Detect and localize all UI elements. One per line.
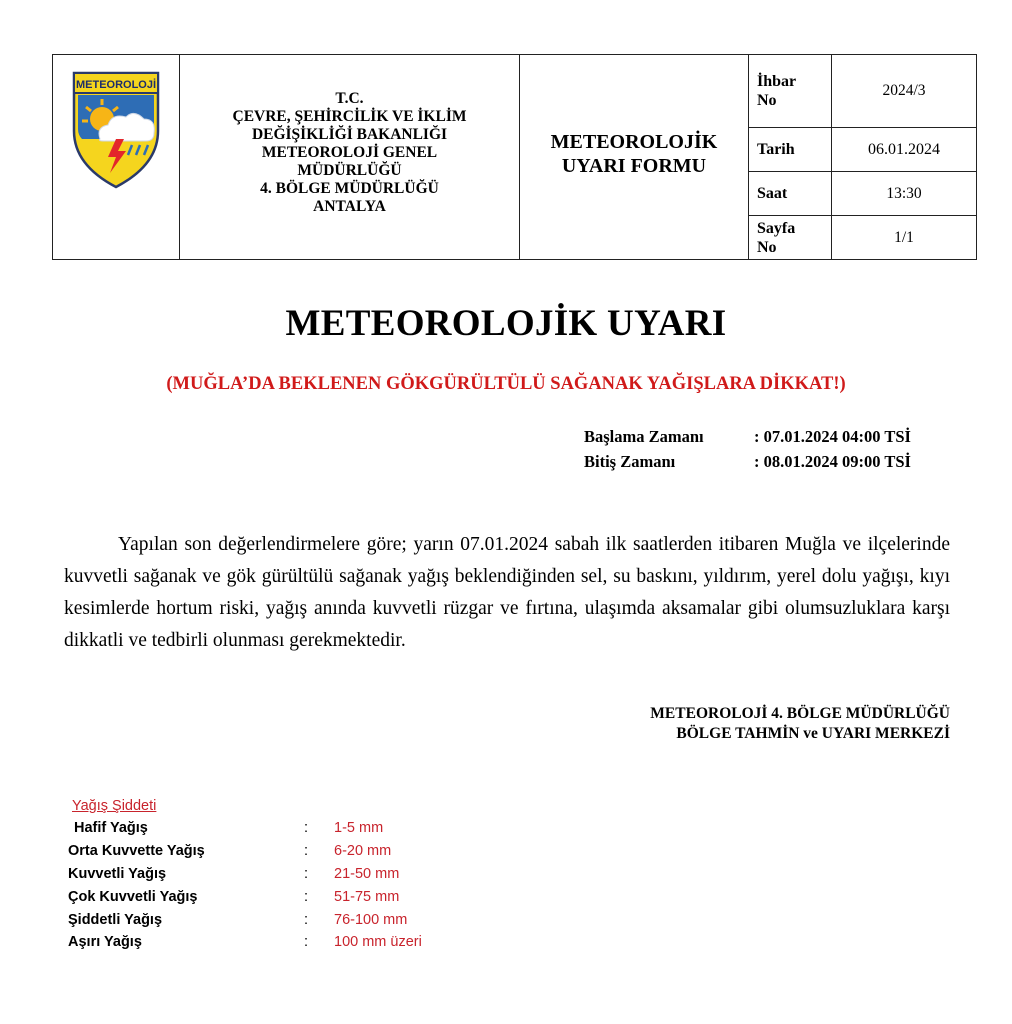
legend-name: Kuvvetli Yağış	[68, 865, 167, 882]
legend-colon: :	[304, 888, 309, 905]
legend-colon: :	[304, 911, 309, 928]
signature-line: BÖLGE TAHMİN ve UYARI MERKEZİ	[676, 725, 950, 742]
legend-name: Çok Kuvvetli Yağış	[68, 888, 198, 905]
meta-row-ihbar	[749, 55, 976, 128]
legend-row	[68, 931, 422, 954]
form-title-line: UYARI FORMU	[561, 155, 707, 177]
legend-value: 6-20 mm	[334, 843, 392, 860]
legend-row	[68, 840, 422, 863]
ihbar-value: 2024/3	[882, 82, 926, 99]
warning-subtitle: (MUĞLA’DA BEKLENEN GÖKGÜRÜLTÜLÜ SAĞANAK YAĞIŞLARA DİKKAT!)	[166, 374, 846, 394]
tarih-value: 06.01.2024	[868, 140, 940, 158]
warning-times	[584, 424, 911, 474]
ministry-cell	[180, 55, 520, 259]
meteoroloji-logo-icon	[70, 69, 162, 189]
legend-name: Hafif Yağış	[74, 820, 148, 837]
saat-value: 13:30	[886, 184, 922, 202]
sayfa-label: Sayfa No	[749, 216, 832, 259]
legend-row	[68, 885, 422, 908]
legend-row	[68, 817, 422, 840]
logo-cell	[53, 55, 180, 259]
meta-row-tarih	[749, 128, 976, 172]
legend-title: Yağış Şiddeti	[72, 798, 157, 814]
saat-label: Saat	[749, 172, 832, 215]
form-header-table	[52, 54, 977, 260]
tarih-label: Tarih	[749, 128, 832, 171]
legend-name: Aşırı Yağış	[68, 934, 142, 951]
end-time-label: Bitiş Zamanı	[584, 452, 676, 471]
legend-row	[68, 908, 422, 931]
start-time-row	[584, 424, 911, 449]
form-title-line: METEOROLOJİK	[550, 131, 718, 153]
precipitation-legend	[68, 795, 422, 954]
legend-row	[68, 863, 422, 886]
legend-colon: :	[304, 843, 309, 860]
legend-value: 21-50 mm	[334, 865, 400, 882]
signature-line: METEOROLOJİ 4. BÖLGE MÜDÜRLÜĞÜ	[650, 705, 950, 722]
sayfa-value: 1/1	[894, 228, 914, 246]
legend-colon: :	[304, 934, 309, 951]
start-time-value: : 07.01.2024 04:00 TSİ	[754, 427, 911, 446]
form-title-cell	[520, 55, 749, 259]
page-title: METEOROLOJİK UYARI	[285, 303, 727, 344]
ministry-line: DEĞİŞİKLİĞİ BAKANLIĞI	[251, 126, 448, 143]
meta-row-saat	[749, 172, 976, 216]
meta-cell	[749, 55, 976, 259]
warning-paragraph: Yapılan son değerlendirmelere göre; yarın 07.01.2024 sabah ilk saatlerden itibaren Muğla ve ilçelerinde kuvvetli sağanak ve gök gürültülü sağanak yağış beklendiğinden sel, su baskını, yıldırım, yerel dolu yağışı, kıyı kesimlerde hortum riski, yağış anında kuvvetli rüzgar ve fırtına, ulaşımda aksamalar gibi olumsuzluklara karşı dikkatli ve tedbirli olunması gerekmektedir.	[64, 534, 950, 651]
ihbar-label: İhbar No	[749, 55, 832, 127]
ministry-line: ANTALYA	[313, 198, 386, 215]
start-time-label: Başlama Zamanı	[584, 427, 704, 446]
ministry-line: ÇEVRE, ŞEHİRCİLİK VE İKLİM	[232, 108, 467, 125]
signature-block	[650, 704, 950, 744]
legend-name: Şiddetli Yağış	[68, 911, 163, 928]
ministry-line: T.C.	[335, 90, 364, 107]
legend-value: 76-100 mm	[334, 911, 408, 928]
ministry-line: MÜDÜRLÜĞÜ	[297, 162, 402, 179]
end-time-row	[584, 449, 911, 474]
legend-name: Orta Kuvvette Yağış	[68, 843, 205, 860]
legend-colon: :	[304, 820, 309, 837]
ministry-line: METEOROLOJİ GENEL	[261, 144, 438, 161]
legend-value: 1-5 mm	[334, 820, 384, 837]
legend-value: 100 mm üzeri	[334, 934, 422, 951]
svg-text:METEOROLOJİ: METEOROLOJİ	[75, 79, 157, 91]
legend-value: 51-75 mm	[334, 888, 400, 905]
ministry-line: 4. BÖLGE MÜDÜRLÜĞÜ	[260, 180, 439, 197]
end-time-value: : 08.01.2024 09:00 TSİ	[754, 452, 911, 471]
meta-row-sayfa	[749, 216, 976, 259]
legend-colon: :	[304, 865, 309, 882]
